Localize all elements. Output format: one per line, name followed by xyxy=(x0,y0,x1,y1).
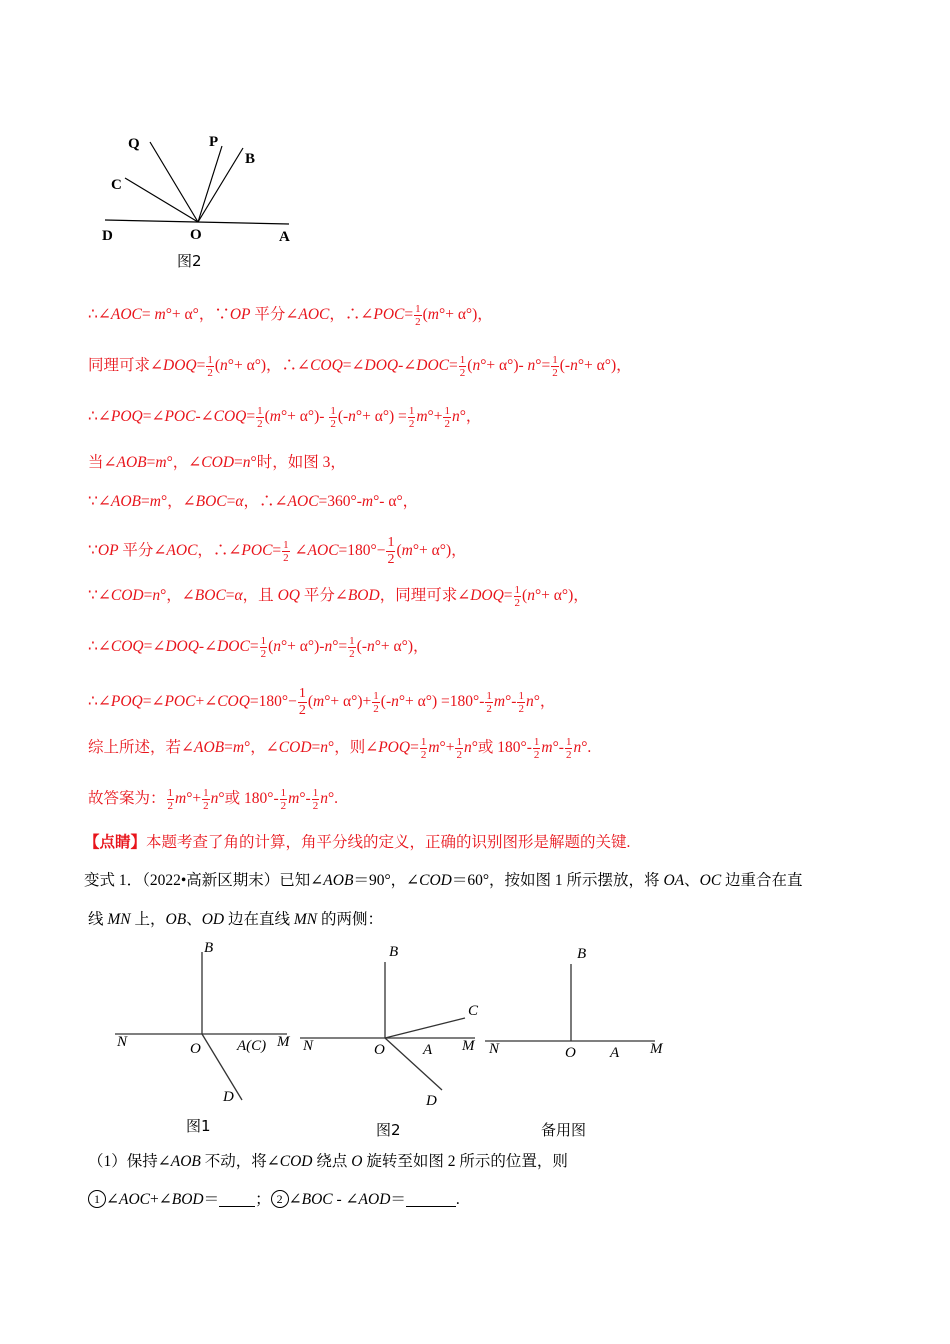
fig3-label-O: O xyxy=(565,1045,576,1061)
fig2-label-B: B xyxy=(389,944,399,960)
fig2-caption: 图2 xyxy=(376,1121,401,1139)
question-line-2: 1 ∠AOC+∠BOD＝ ； 2 ∠BOC - ∠AOD＝ . xyxy=(88,1188,460,1212)
fig3-label-A: A xyxy=(610,1045,620,1061)
fig2-ray-OD xyxy=(385,1038,442,1090)
label-B: B xyxy=(245,151,256,167)
fig2-label-A: A xyxy=(423,1042,433,1058)
fig3-label-N: N xyxy=(489,1041,500,1057)
fig1-label-M: M xyxy=(277,1034,290,1050)
ray-OB xyxy=(198,148,243,222)
solution-answer-line: 故答案为： $\frac{1}{2}$ m°+ $\frac{1}{2}$ n°或 180°- $\frac{1}{2}$ m°- $\frac{1}{2}$ n°. xyxy=(88,787,339,812)
fig2-label-M: M xyxy=(462,1038,475,1054)
label-A: A xyxy=(279,229,290,245)
question-line-1: （1）保持∠AOB 不动，将∠COD 绕点 O 旋转至如图 2 所示的位置，则 xyxy=(88,1153,568,1170)
fig2-ray-OC xyxy=(385,1018,465,1038)
fig1-label-AC: A(C) xyxy=(237,1038,267,1054)
fig2-label-N: N xyxy=(303,1038,314,1054)
fig2-label-O: O xyxy=(374,1042,385,1058)
solution-line-7: ∵∠COD=n°，∠BOC=α，且 OQ 平分∠BOD，同理可求∠DOQ= $\frac{1}{2}$ (n°+ α°)， xyxy=(88,584,589,609)
fig1-label-B: B xyxy=(204,940,214,956)
ray-OP xyxy=(198,146,222,222)
fraction: $\frac{1}{2}$ xyxy=(415,303,421,328)
fig1-label-N: N xyxy=(117,1034,128,1050)
fig1-label-D: D xyxy=(223,1089,234,1105)
circled-number-1: 1 xyxy=(88,1190,106,1208)
fig1-label-O: O xyxy=(190,1041,201,1057)
label-O: O xyxy=(190,227,202,243)
fig3-label-B: B xyxy=(577,946,587,962)
solution-line-4: 当∠AOB=m°，∠COD=n°时，如图 3， xyxy=(88,454,346,471)
comment-line: 【点睛】本题考查了角的计算，角平分线的定义，正确的识别图形是解题的关键. xyxy=(84,834,631,851)
label-Q: Q xyxy=(128,136,140,152)
fig2-label-C: C xyxy=(468,1003,479,1019)
label-C: C xyxy=(111,177,122,193)
fig1-caption: 图1 xyxy=(186,1117,211,1135)
fig2-label-D: D xyxy=(426,1093,437,1109)
answer-blank-1[interactable] xyxy=(219,1190,255,1207)
variant-line-2: 线 MN 上，OB、OD 边在直线 MN 的两侧： xyxy=(88,911,384,928)
fig1-ray-OD xyxy=(202,1034,242,1100)
solution-line-2: 同理可求∠DOQ= $\frac{1}{2}$ (n°+ α°)，∴∠COQ=∠DOQ-∠DOC= $\frac{1}{2}$ (n°+ α°)- n°= $\frac{1}{2}$ (-n°+ α°)， xyxy=(88,354,632,379)
solution-line-5: ∵∠AOB=m°，∠BOC=α，∴∠AOC=360°-m°- α°， xyxy=(88,493,419,510)
fig3-caption: 备用图 xyxy=(541,1121,587,1139)
solution-line-10: 综上所述，若∠AOB=m°，∠COD=n°，则∠POQ= $\frac{1}{2}$ m°+ $\frac{1}{2}$ n°或 180°- $\frac{1}{2}$ m°- $\frac{1}{2}$ n°. xyxy=(88,736,592,761)
solution-line-8: ∴∠COQ=∠DOQ-∠DOC= $\frac{1}{2}$ (n°+ α°)-n°= $\frac{1}{2}$ (-n°+ α°)， xyxy=(88,635,429,660)
solution-line-3: ∴∠POQ=∠POC-∠COQ= $\frac{1}{2}$ (m°+ α°)- $\frac{1}{2}$ (-n°+ α°) = $\frac{1}{2}$ m°+ $\frac{1}{2}$ n°， xyxy=(88,405,482,430)
label-D: D xyxy=(102,228,113,244)
answer-blank-2[interactable] xyxy=(406,1190,456,1207)
fig3-label-M: M xyxy=(650,1041,663,1057)
comment-tag: 【点睛】 xyxy=(84,834,147,851)
ray-OQ xyxy=(150,142,198,222)
solution-line-9: ∴∠POQ=∠POC+∠COQ=180°− $\frac{1}{2}$ (m°+ α°)+ $\frac{1}{2}$ (-n°+ α°) =180°- $\frac{1}{2}$ m°- $\frac{1}{2}$ n°， xyxy=(88,686,556,718)
solution-line-1: ∴∠AOC= m°+ α°，∵OP 平分∠AOC，∴∠POC= $\frac{1}{2}$ (m°+ α°)， xyxy=(88,303,493,328)
figures-row-diagram xyxy=(110,940,690,1120)
circled-number-2: 2 xyxy=(271,1190,289,1208)
label-P: P xyxy=(209,134,219,150)
figure-2-caption: 图2 xyxy=(177,252,202,270)
variant-line-1: 变式 1．（2022•高新区期末）已知∠AOB＝90°，∠COD＝60°，按如图 1 所示摆放，将 OA、OC 边重合在直 xyxy=(84,872,803,889)
ray-OC xyxy=(125,178,198,222)
solution-line-6: ∵OP 平分∠AOC，∴∠POC= $\frac{1}{2}$ ∠AOC=180°− $\frac{1}{2}$ (m°+ α°)， xyxy=(88,535,467,567)
